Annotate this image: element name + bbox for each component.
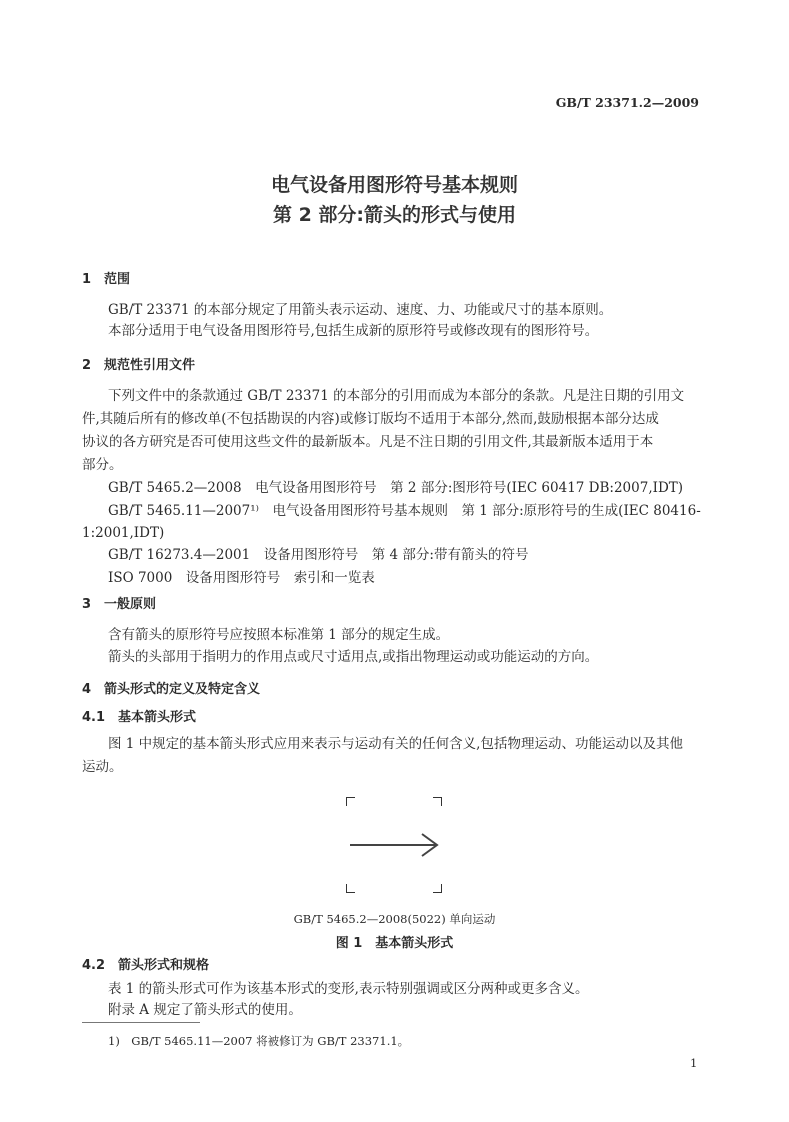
section-3-heading: 3 一般原则 bbox=[82, 597, 157, 612]
paragraph-line: 运动。 bbox=[82, 759, 123, 775]
paragraph-line: 部分。 bbox=[82, 457, 123, 473]
figure-symbol-label: GB/T 5465.2—2008(5022) 单向运动 bbox=[293, 912, 496, 926]
arrow-right-icon bbox=[348, 830, 442, 860]
page-number: 1 bbox=[690, 1056, 698, 1070]
reference-item: GB/T 16273.4—2001 设备用图形符号 第 4 部分:带有箭头的符号 bbox=[108, 547, 529, 563]
paragraph-line: 协议的各方研究是否可使用这些文件的最新版本。凡是不注日期的引用文件,其最新版本适用于本 bbox=[82, 434, 654, 450]
frame-corner bbox=[346, 884, 355, 893]
section-4-2-heading: 4.2 箭头形式和规格 bbox=[82, 958, 210, 973]
frame-corner bbox=[433, 884, 442, 893]
reference-item: GB/T 5465.2—2008 电气设备用图形符号 第 2 部分:图形符号(IEC 60417 DB:2007,IDT) bbox=[108, 480, 684, 496]
reference-item: ISO 7000 设备用图形符号 索引和一览表 bbox=[108, 570, 375, 586]
footnote-rule bbox=[82, 1022, 200, 1023]
paragraph: 箭头的头部用于指明力的作用点或尺寸适用点,或指出物理运动或功能运动的方向。 bbox=[108, 649, 599, 665]
section-1-heading: 1 范围 bbox=[82, 272, 131, 287]
paragraph: 表 1 的箭头形式可作为该基本形式的变形,表示特别强调或区分两种或更多含义。 bbox=[108, 981, 589, 997]
frame-corner bbox=[346, 797, 355, 806]
frame-corner bbox=[433, 797, 442, 806]
paragraph-line: 件,其随后所有的修改单(不包括勘误的内容)或修订版均不适用于本部分,然而,鼓励根据本部分达成 bbox=[82, 411, 659, 427]
paragraph: 本部分适用于电气设备用图形符号,包括生成新的原形符号或修改现有的图形符号。 bbox=[108, 323, 599, 339]
footnote: 1) GB/T 5465.11—2007 将被修订为 GB/T 23371.1。 bbox=[108, 1034, 410, 1048]
standard-number: GB/T 23371.2—2009 bbox=[555, 95, 699, 110]
paragraph-line: 下列文件中的条款通过 GB/T 23371 的本部分的引用而成为本部分的条款。凡是注日期的引用文 bbox=[108, 388, 685, 404]
section-4-heading: 4 箭头形式的定义及特定含义 bbox=[82, 682, 261, 697]
title-line-1: 电气设备用图形符号基本规则 bbox=[270, 174, 518, 196]
figure-caption: 图 1 基本箭头形式 bbox=[335, 936, 454, 951]
reference-item: 1:2001,IDT) bbox=[82, 525, 165, 541]
section-2-heading: 2 规范性引用文件 bbox=[82, 358, 196, 373]
section-4-1-heading: 4.1 基本箭头形式 bbox=[82, 710, 197, 725]
paragraph: GB/T 23371 的本部分规定了用箭头表示运动、速度、力、功能或尺寸的基本原则。 bbox=[108, 302, 613, 318]
reference-item: GB/T 5465.11—2007¹⁾ 电气设备用图形符号基本规则 第 1 部分:原形符号的生成(IEC 80416- bbox=[108, 503, 701, 519]
title-line-2: 第 2 部分:箭头的形式与使用 bbox=[272, 204, 517, 226]
paragraph: 附录 A 规定了箭头形式的使用。 bbox=[108, 1002, 302, 1018]
paragraph: 含有箭头的原形符号应按照本标准第 1 部分的规定生成。 bbox=[108, 627, 450, 643]
paragraph-line: 图 1 中规定的基本箭头形式应用来表示与运动有关的任何含义,包括物理运动、功能运动以及其他 bbox=[108, 736, 683, 752]
